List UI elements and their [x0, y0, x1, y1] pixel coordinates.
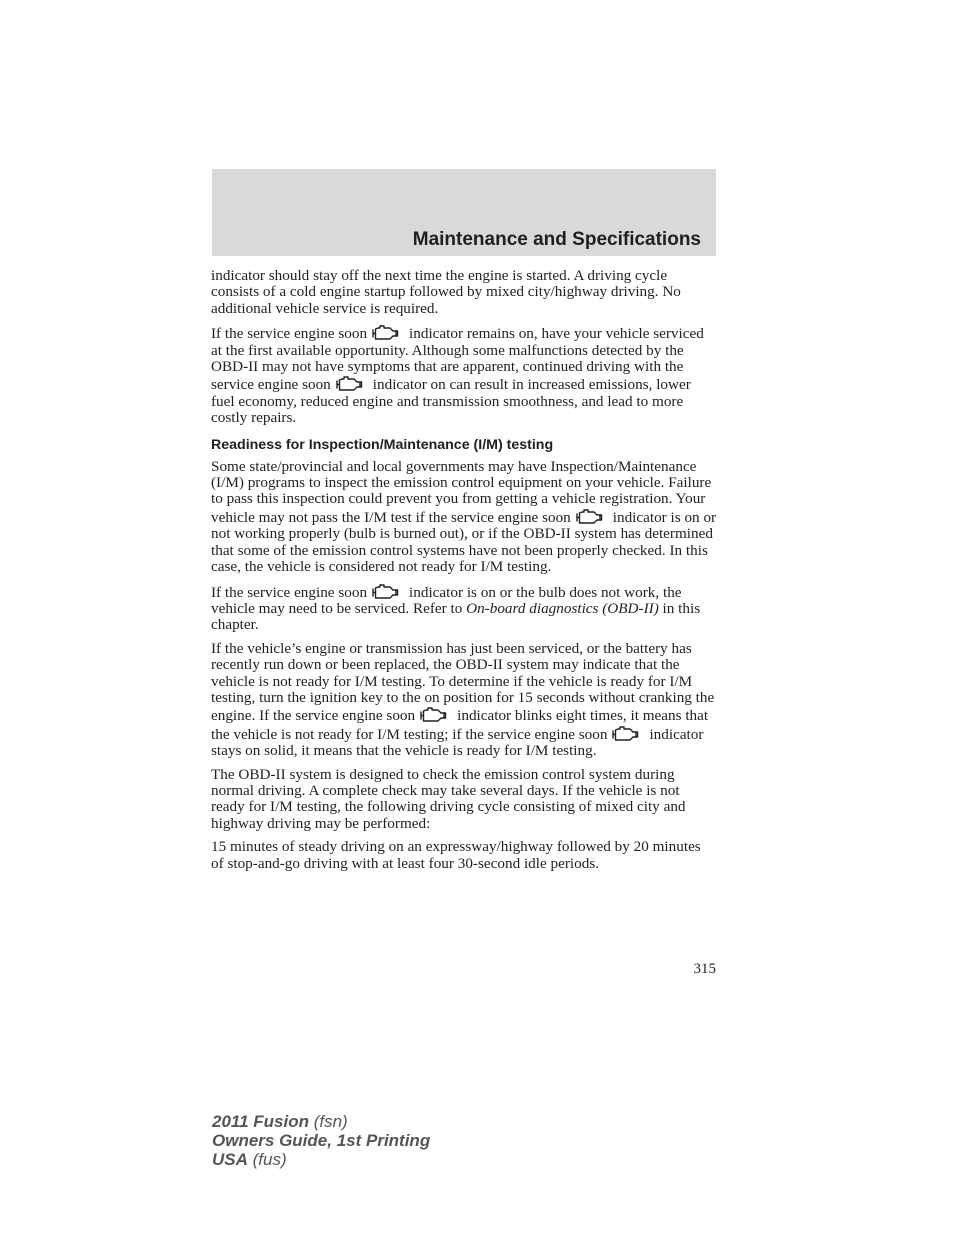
section-heading: Readiness for Inspection/Maintenance (I/M) testing: [211, 436, 554, 453]
footer-line-market: USA (fus): [212, 1150, 287, 1169]
check-engine-icon: [419, 706, 447, 724]
paragraph-im-programs: Some state/provincial and local governments may have Inspection/Maintenance (I/M) programs to inspect the emission control equipment on your vehicle. Failure to pass this inspection could prevent you from getting a vehicle registration. Your vehicle may not pass the I/M test if the service engine soon indicator is on or not working properly (bulb is burned out), or if the OBD-II system has determined that some of the emission control systems have not been properly checked. In this case, the vehicle is considered not ready for I/M testing.: [211, 457, 717, 576]
footer-line-guide: Owners Guide, 1st Printing: [212, 1131, 431, 1150]
check-engine-icon: [371, 583, 399, 601]
cross-reference-link[interactable]: On-board diagnostics (OBD-II): [466, 599, 659, 617]
paragraph-driving-cycle: indicator should stay off the next time the engine is started. A driving cycle consists of a cold engine startup followed by mixed city/highway driving. No additional vehicle service is required.: [211, 267, 681, 317]
paragraph-readiness-check: If the vehicle’s engine or transmission has just been serviced, or the battery has recently run down or been replaced, the OBD-II system may indicate that the vehicle is not ready for I/M testing. To determine if the vehicle is ready for I/M testing, turn the ignition key to the on position for 15 seconds without cranking the engine. If the service engine soon indicator blinks eight times, it means that the vehicle is not ready for I/M testing; if the service engine soon indicator stays on solid, it means that the vehicle is ready for I/M testing.: [211, 639, 715, 760]
check-engine-icon: [371, 324, 399, 342]
paragraph-driving-procedure: 15 minutes of steady driving on an expressway/highway followed by 20 minutes of stop-and-go driving with at least four 30-second idle periods.: [211, 838, 701, 872]
check-engine-icon: [335, 375, 363, 393]
page-content: [211, 268, 717, 879]
page-number: 315: [693, 961, 716, 977]
document-footer: [212, 1112, 430, 1169]
section-header-band: [212, 169, 716, 256]
section-title: Maintenance and Specifications: [412, 229, 701, 250]
paragraph-bulb-not-working: If the service engine soon indicator is on or the bulb does not work, the vehicle may need to be serviced. Refer to On-board diagnostics (OBD-II) in this chapter.: [211, 583, 701, 634]
footer-line-model: 2011 Fusion (fsn): [212, 1112, 348, 1131]
paragraph-obd-system: The OBD-II system is designed to check the emission control system during normal driving. A complete check may take several days. If the vehicle is not ready for I/M testing, the following driving cycle consisting of mixed city and highway driving may be performed:: [211, 765, 686, 832]
check-engine-icon: [611, 725, 639, 743]
paragraph-indicator-remains-on: If the service engine soon indicator remains on, have your vehicle serviced at the first available opportunity. Although some malfunctions detected by the OBD-II may not have symptoms that are apparent, continued driving with the service engine soon indicator on can result in increased emissions, lower fuel economy, reduced engine and transmission smoothness, and lead to more costly repairs.: [211, 325, 704, 427]
check-engine-icon: [575, 508, 603, 526]
